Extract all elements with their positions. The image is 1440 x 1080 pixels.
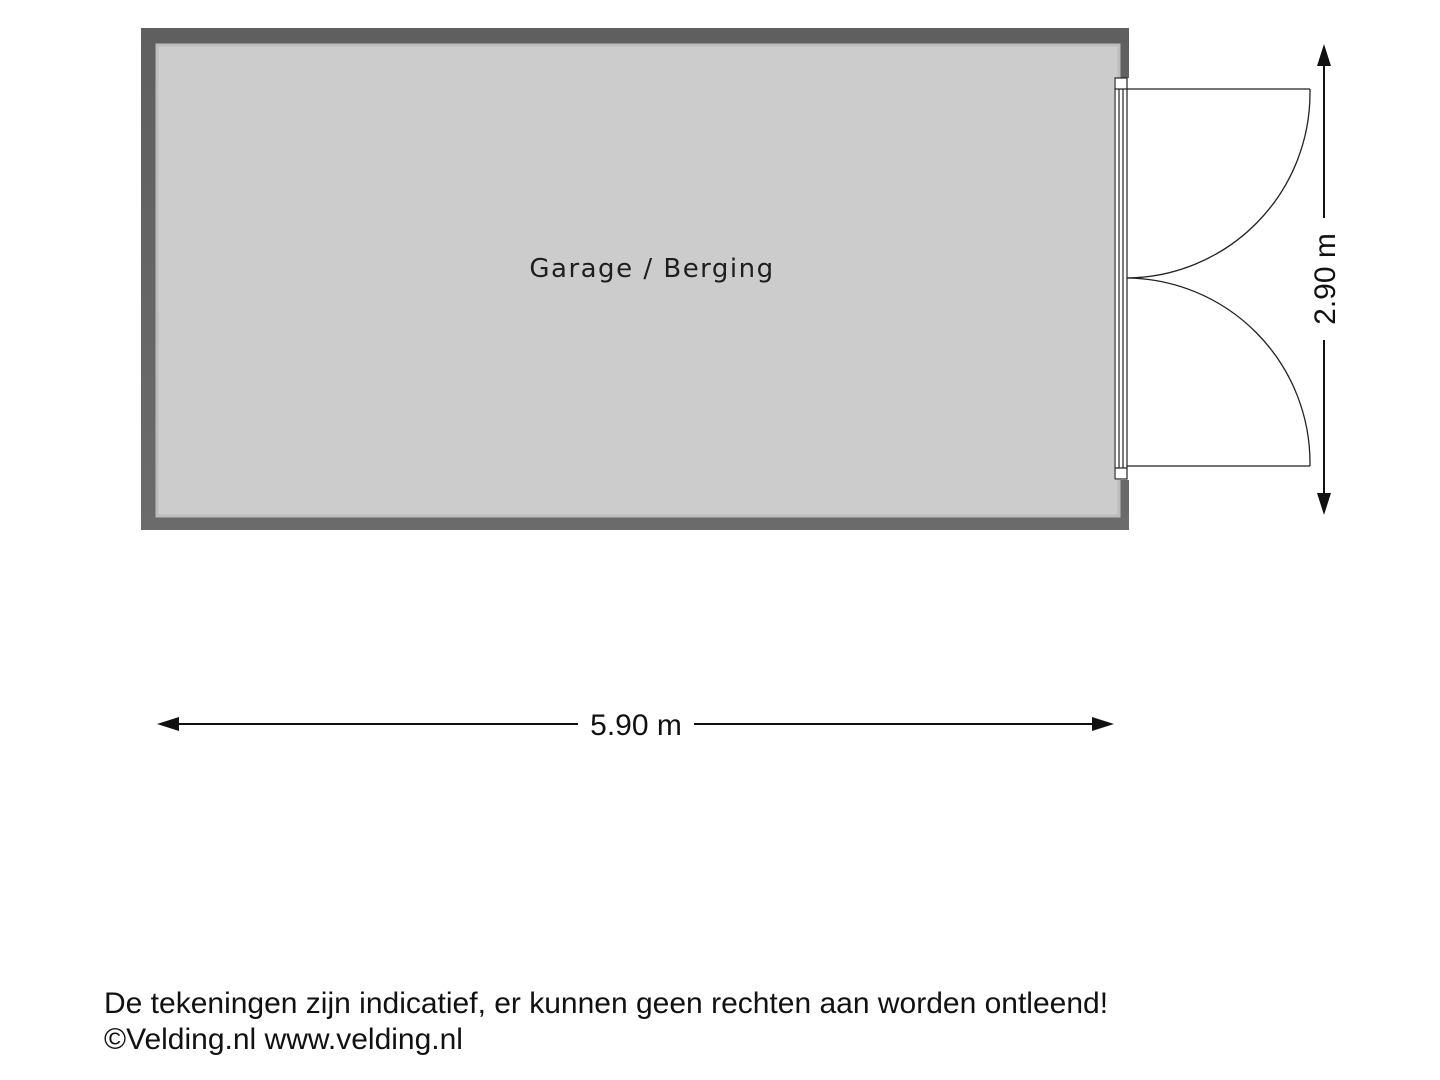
depth-dimension xyxy=(1309,44,1342,515)
arrowhead-icon xyxy=(1317,493,1331,515)
disclaimer-block xyxy=(104,986,1404,1058)
arrowhead-icon xyxy=(1317,44,1331,66)
disclaimer-text: De tekeningen zijn indicatief, er kunnen geen rechten aan worden ontleend! xyxy=(104,987,1109,1020)
width-dimension-label: 5.90 m xyxy=(590,709,682,742)
double-swing-door-icon xyxy=(1114,78,1310,480)
arrowhead-icon xyxy=(157,717,179,731)
arrowhead-icon xyxy=(1092,717,1114,731)
copyright-credit: ©Velding.nl www.velding.nl xyxy=(104,1023,463,1056)
width-dimension xyxy=(157,709,1114,742)
room-name: Garage / Berging xyxy=(529,254,775,284)
depth-dimension-label: 2.90 m xyxy=(1309,233,1342,325)
